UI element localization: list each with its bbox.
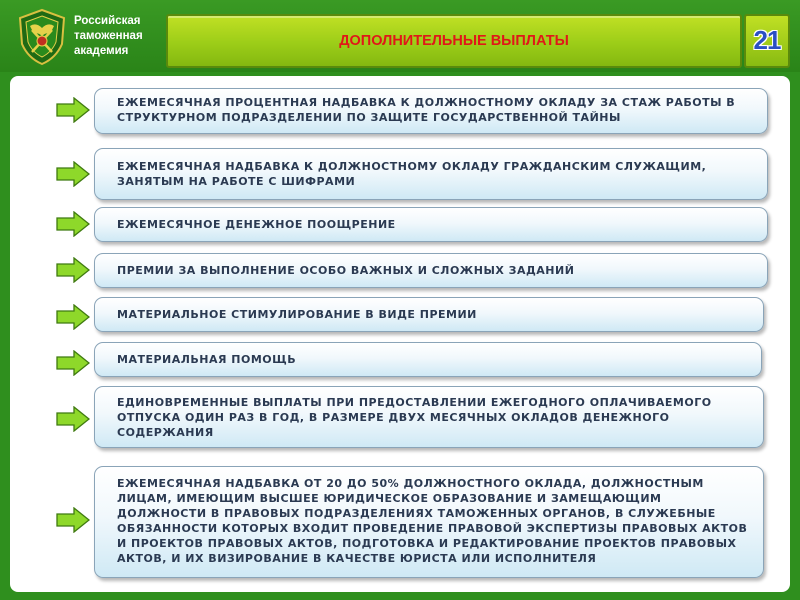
green-arrow-icon — [56, 211, 90, 237]
list-item: ЕЖЕМЕСЯЧНАЯ НАДБАВКА ОТ 20 ДО 50% ДОЛЖНОСТНОГО ОКЛАДА, ДОЛЖНОСТНЫМ ЛИЦАМ, ИМЕЮЩИМ ВЫСШЕЕ ЮРИДИЧЕСКОЕ ОБРАЗОВАНИЕ И ЗАМЕЩАЮЩИМ ДОЛЖНОСТИ В ПРАВОВЫХ ПОДРАЗДЕЛЕНИЯХ ТАМОЖЕННЫХ ОРГАНОВ, В СЛУЖЕБНЫЕ ОБЯЗАННОСТИ КОТОРЫХ ВХОДИТ ПРОВЕДЕНИЕ ПРАВОВОЙ ЭКСПЕРТИЗЫ ПРАВОВЫХ АКТОВ И ПРОЕКТОВ ПРАВОВЫХ АКТОВ, ПОДГОТОВКА И РЕДАКТИРОВАНИЕ ПРОЕКТОВ ПРАВОВЫХ АКТОВ, И ИХ ВИЗИРОВАНИЕ В КАЧЕСТВЕ ЮРИСТА ИЛИ ИСПОЛНИТЕЛЯ — [94, 466, 764, 578]
green-arrow-icon — [56, 257, 90, 283]
list-item: ЕЖЕМЕСЯЧНАЯ ПРОЦЕНТНАЯ НАДБАВКА К ДОЛЖНОСТНОМУ ОКЛАДУ ЗА СТАЖ РАБОТЫ В СТРУКТУРНОМ ПОДРАЗДЕЛЕНИИ ПО ЗАЩИТЕ ГОСУДАРСТВЕННОЙ ТАЙНЫ — [94, 88, 768, 134]
page-number: 21 — [744, 14, 790, 68]
customs-emblem-icon — [16, 8, 68, 66]
list-item: ЕЖЕМЕСЯЧНОЕ ДЕНЕЖНОЕ ПООЩРЕНИЕ — [94, 207, 768, 242]
slide-title: ДОПОЛНИТЕЛЬНЫЕ ВЫПЛАТЫ — [339, 33, 569, 49]
slide-header — [0, 0, 800, 72]
list-item: МАТЕРИАЛЬНОЕ СТИМУЛИРОВАНИЕ В ВИДЕ ПРЕМИИ — [94, 297, 764, 332]
green-arrow-icon — [56, 406, 90, 432]
green-arrow-icon — [56, 97, 90, 123]
title-bar — [166, 14, 742, 68]
org-name-line-3: академия — [74, 45, 129, 57]
list-item: МАТЕРИАЛЬНАЯ ПОМОЩЬ — [94, 342, 762, 377]
green-arrow-icon — [56, 350, 90, 376]
green-arrow-icon — [56, 507, 90, 533]
organization-name — [74, 14, 164, 59]
org-name-line-1: Российская — [74, 15, 141, 27]
list-item: ЕЖЕМЕСЯЧНАЯ НАДБАВКА К ДОЛЖНОСТНОМУ ОКЛАДУ ГРАЖДАНСКИМ СЛУЖАЩИМ, ЗАНЯТЫМ НА РАБОТЕ С ШИФРАМИ — [94, 148, 768, 200]
green-arrow-icon — [56, 161, 90, 187]
list-item: ПРЕМИИ ЗА ВЫПОЛНЕНИЕ ОСОБО ВАЖНЫХ И СЛОЖНЫХ ЗАДАНИЙ — [94, 253, 768, 288]
green-arrow-icon — [56, 304, 90, 330]
list-item: ЕДИНОВРЕМЕННЫЕ ВЫПЛАТЫ ПРИ ПРЕДОСТАВЛЕНИИ ЕЖЕГОДНОГО ОПЛАЧИВАЕМОГО ОТПУСКА ОДИН РАЗ В ГОД, В РАЗМЕРЕ ДВУХ МЕСЯЧНЫХ ОКЛАДОВ ДЕНЕЖНОГО СОДЕРЖАНИЯ — [94, 386, 764, 448]
org-name-line-2: таможенная — [74, 30, 143, 42]
